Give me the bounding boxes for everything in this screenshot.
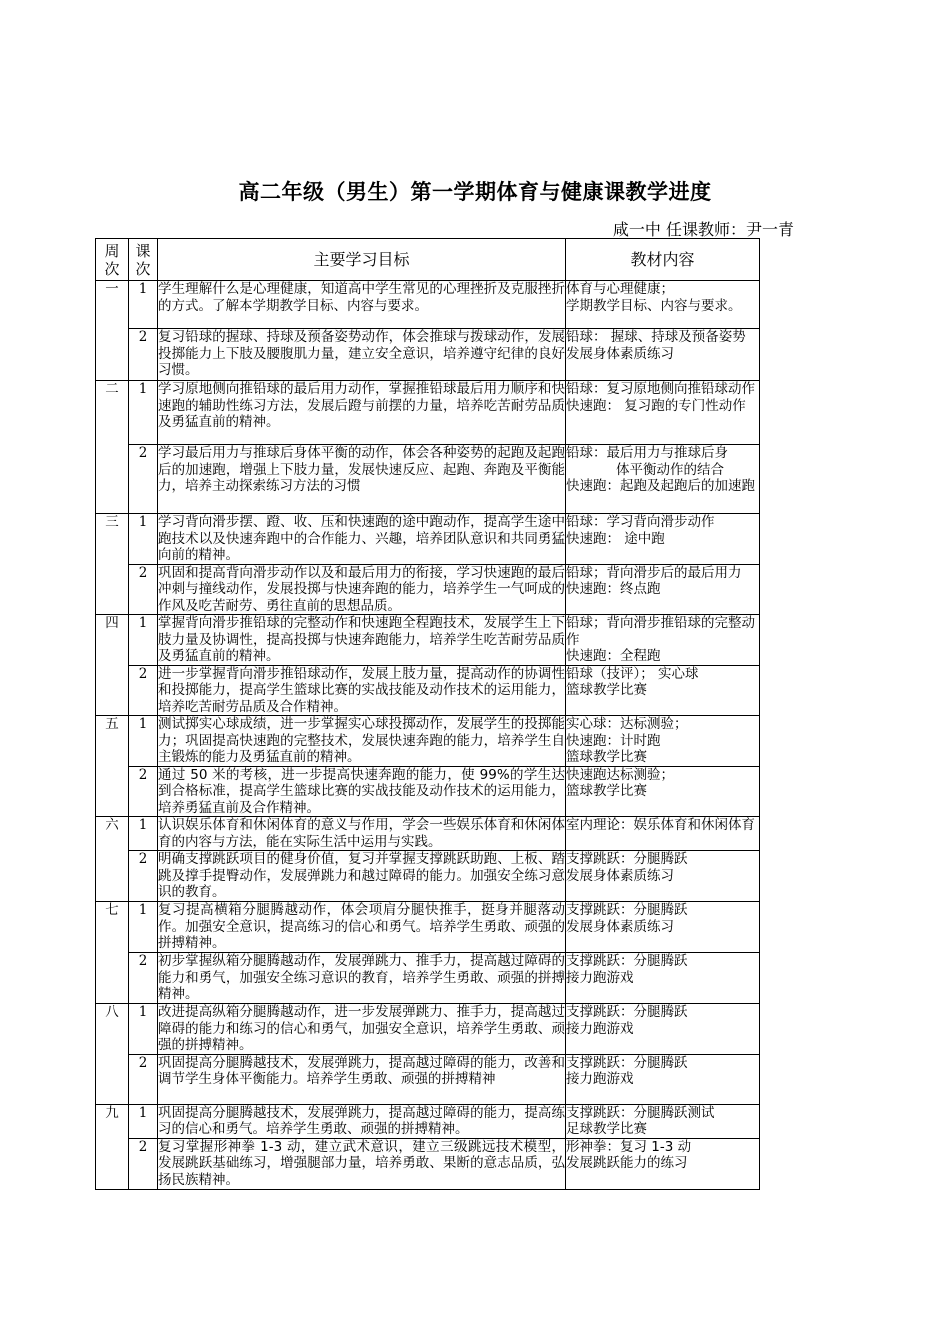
lesson-number: 1 [129, 381, 158, 445]
lesson-number: 2 [129, 851, 158, 902]
header-lesson: 课次 [129, 239, 158, 281]
table-row [96, 1138, 760, 1189]
week-number: 四 [96, 615, 129, 716]
lesson-number: 1 [129, 716, 158, 767]
week-number: 二 [96, 381, 129, 514]
content-line: 铅球；背向滑步推铅球的完整动作 [566, 615, 755, 648]
content-line: 支撑跳跃：分腿腾跃 [566, 953, 688, 969]
teaching-content [566, 817, 760, 851]
content-line: 支撑跳跃：分腿腾跃 [566, 902, 688, 918]
teaching-content [566, 902, 760, 953]
learning-goal: 通过 50 米的考核，进一步提高快速奔跑的能力，使 99%的学生达到合格标准，提高学生篮球比赛的实战技能及动作技术的运用能力，培养勇猛直前及合作精神。 [158, 766, 565, 816]
content-line: 快速跑： 复习跑的专门性动作 [566, 397, 746, 414]
table-row [96, 665, 760, 716]
learning-goal: 进一步掌握背向滑步推铅球动作，发展上肢力量，提高动作的协调性和投掷能力，提高学生篮球比赛的实战技能及动作技术的运用能力，培养吃苦耐劳品质及合作精神。 [158, 665, 565, 715]
content-line: 体育与心理健康； [566, 281, 674, 297]
schedule-table [95, 238, 760, 1190]
lesson-number: 2 [129, 1138, 158, 1189]
content-line: 支撑跳跃：分腿腾跃测试 [566, 1104, 715, 1121]
table-row [96, 381, 760, 445]
content-line: 发展身体素质练习 [566, 918, 674, 935]
content-line: 接力跑游戏 [566, 969, 634, 986]
teaching-content [566, 1138, 760, 1189]
content-line: 体平衡动作的结合 [616, 461, 724, 478]
lesson-number: 2 [129, 564, 158, 615]
learning-goal: 复习提高横箱分腿腾越动作，体会项肩分腿快推手，挺身并腿落动作。加强安全意识，提高练习的信心和勇气。培养学生勇敢、顽强的拼搏精神。 [158, 902, 565, 951]
learning-goal: 学生理解什么是心理健康，知道高中学生常见的心理挫折及克服挫折的方式。了解本学期教学目标、内容与要求。 [158, 281, 566, 329]
table-row [96, 902, 760, 953]
header-goal: 主要学习目标 [158, 239, 566, 281]
week-number: 六 [96, 817, 129, 902]
teaching-content [566, 1054, 760, 1104]
week-number: 五 [96, 716, 129, 817]
table-row [96, 281, 760, 329]
lesson-number: 1 [129, 902, 158, 953]
lesson-number: 2 [129, 445, 158, 514]
school-teacher-line: 咸一中 任课教师：尹一青 [612, 220, 794, 239]
lesson-number: 2 [129, 665, 158, 716]
content-line: 接力跑游戏 [566, 1071, 634, 1087]
content-line: 快速跑：全程跑 [566, 648, 661, 664]
learning-goal: 学习最后用力与推球后身体平衡的动作，体会各种姿势的起跑及起跑后的加速跑，增强上下肢力量，发展快速反应、起跑、奔跑及平衡能力，培养主动探索练习方法的习惯 [158, 445, 566, 514]
teaching-content [566, 281, 760, 329]
content-line: 铅球：学习背向滑步动作 [566, 514, 715, 530]
header-week: 周次 [96, 239, 129, 281]
learning-goal: 学习原地侧向推铅球的最后用力动作，掌握推铅球最后用力顺序和快速跑的辅助性练习方法，发展后蹬与前摆的力量，培养吃苦耐劳品质及勇猛直前的精神。 [158, 381, 566, 445]
content-line: 室内理论：娱乐体育和休闲体育 [566, 817, 755, 833]
table-row [96, 1054, 760, 1104]
content-line: 足球教学比赛 [566, 1121, 647, 1137]
lesson-number: 1 [129, 615, 158, 666]
teaching-content [566, 445, 760, 514]
table-row [96, 817, 760, 851]
content-line: 快速跑：终点跑 [566, 581, 661, 597]
week-number: 七 [96, 902, 129, 1004]
header-content: 教材内容 [566, 239, 760, 281]
content-line: 篮球教学比赛 [566, 682, 647, 698]
content-line: 形神拳：复习 1-3 动 [566, 1138, 692, 1155]
learning-goal: 巩固提高分腿腾越技术，发展弹跳力，提高越过障碍的能力，改善和调节学生身体平衡能力。培养学生勇敢、顽强的拼搏精神 [158, 1054, 566, 1104]
lesson-number: 2 [129, 329, 158, 381]
content-line: 铅球： 握球、持球及预备姿势 [566, 329, 746, 345]
content-line: 支撑跳跃：分腿腾跃 [566, 1054, 688, 1071]
learning-goal: 巩固和提高背向滑步动作以及和最后用力的衔接，学习快速跑的最后冲刺与撞线动作，发展投掷与快速奔跑的能力，培养学生一气呵成的作风及吃苦耐劳、勇往直前的思想品质。 [158, 564, 565, 614]
week-number: 八 [96, 1004, 129, 1105]
table-row [96, 766, 760, 817]
learning-goal: 巩固提高分腿腾越技术，发展弹跳力，提高越过障碍的能力，提高练习的信心和勇气。培养学生勇敢、顽强的拼搏精神。 [158, 1104, 565, 1137]
table-row [96, 514, 760, 565]
content-line: 快速跑达标测验； [566, 766, 674, 783]
table-row [96, 615, 760, 666]
table-row [96, 953, 760, 1004]
week-number: 三 [96, 514, 129, 615]
content-line: 实心球：达标测验； [566, 716, 688, 732]
content-line: 铅球：最后用力与推球后身 [566, 445, 728, 461]
table-row [96, 329, 760, 381]
content-line: 快速跑：起跑及起跑后的加速跑 [566, 478, 755, 494]
teaching-content [566, 851, 760, 902]
teaching-content [566, 665, 760, 716]
table-row [96, 851, 760, 902]
learning-goal: 测试掷实心球成绩，进一步掌握实心球投掷动作，发展学生的投掷能力；巩固提高快速跑的完整技术，发展快速奔跑的能力，培养学生自主锻炼的能力及勇猛直前的精神。 [158, 716, 565, 765]
content-line: 铅球：复习原地侧向推铅球动作 [566, 381, 755, 397]
content-line: 快速跑：计时跑 [566, 732, 661, 749]
content-line: 支撑跳跃：分腿腾跃 [566, 851, 688, 867]
content-line: 铅球（技评）； 实心球 [566, 665, 699, 682]
lesson-number: 2 [129, 766, 158, 817]
teaching-content [566, 1004, 760, 1055]
teaching-content [566, 329, 760, 381]
content-line: 铅球；背向滑步后的最后用力 [566, 564, 742, 581]
teaching-content [566, 1104, 760, 1138]
learning-goal: 改进提高纵箱分腿腾越动作，进一步发展弹跳力、推手力，提高越过障碍的能力和练习的信心和勇气，加强安全意识，培养学生勇敢、顽强的拼搏精神。 [158, 1004, 565, 1053]
content-line: 接力跑游戏 [566, 1020, 634, 1037]
content-line: 发展跳跃能力的练习 [566, 1155, 688, 1171]
table-row [96, 1104, 760, 1138]
learning-goal: 认识娱乐体育和休闲体育的意义与作用，学会一些娱乐体育和休闲体育的内容与方法，能在实际生活中运用与实践。 [158, 817, 565, 850]
teaching-content [566, 381, 760, 445]
content-line: 篮球教学比赛 [566, 749, 647, 765]
lesson-number: 1 [129, 817, 158, 851]
content-line: 篮球教学比赛 [566, 783, 647, 799]
learning-goal: 明确支撑跳跃项目的健身价值，复习并掌握支撑跳跃助跑、上板、踏跳及撑手提臀动作，发展弹跳力和越过障碍的能力。加强安全练习意识的教育。 [158, 851, 565, 900]
content-line: 快速跑： 途中跑 [566, 530, 665, 547]
table-row [96, 445, 760, 514]
table-row [96, 564, 760, 615]
content-line: 支撑跳跃：分腿腾跃 [566, 1004, 688, 1020]
table-row [96, 1004, 760, 1055]
teaching-content [566, 716, 760, 767]
lesson-number: 1 [129, 1004, 158, 1055]
learning-goal: 学习背向滑步摆、蹬、收、压和快速跑的途中跑动作，提高学生途中跑技术以及快速奔跑中的合作能力、兴趣，培养团队意识和共同勇猛向前的精神。 [158, 514, 565, 563]
teaching-content [566, 766, 760, 817]
lesson-number: 1 [129, 514, 158, 565]
teaching-content [566, 615, 760, 666]
content-line: 发展身体素质练习 [566, 867, 674, 884]
lesson-number: 2 [129, 953, 158, 1004]
lesson-number: 1 [129, 281, 158, 329]
page-title: 高二年级（男生）第一学期体育与健康课教学进度 [238, 180, 712, 204]
teaching-content [566, 953, 760, 1004]
table-row [96, 716, 760, 767]
learning-goal: 掌握背向滑步推铅球的完整动作和快速跑全程跑技术，发展学生上下肢力量及协调性，提高投掷与快速奔跑能力，培养学生吃苦耐劳品质及勇猛直前的精神。 [158, 615, 565, 664]
teaching-content [566, 564, 760, 615]
learning-goal: 复习掌握形神拳 1-3 动，建立武术意识，建立三级跳远技术模型，发展跳跃基础练习，增强腿部力量，培养勇敢、果断的意志品质，弘扬民族精神。 [158, 1138, 565, 1188]
header-row [96, 239, 760, 281]
content-line: 学期教学目标、内容与要求。 [566, 297, 742, 314]
content-line: 发展身体素质练习 [566, 345, 674, 362]
lesson-number: 1 [129, 1104, 158, 1138]
lesson-number: 2 [129, 1054, 158, 1104]
week-number: 一 [96, 281, 129, 381]
week-number: 九 [96, 1104, 129, 1189]
learning-goal: 复习铅球的握球、持球及预备姿势动作，体会推球与拨球动作，发展投掷能力上下肢及腰腹肌力量，建立安全意识，培养遵守纪律的良好习惯。 [158, 329, 566, 381]
learning-goal: 初步掌握纵箱分腿腾越动作，发展弹跳力、推手力，提高越过障碍的能力和勇气，加强安全练习意识的教育，培养学生勇敢、顽强的拼搏精神。 [158, 953, 565, 1002]
teaching-content [566, 514, 760, 565]
